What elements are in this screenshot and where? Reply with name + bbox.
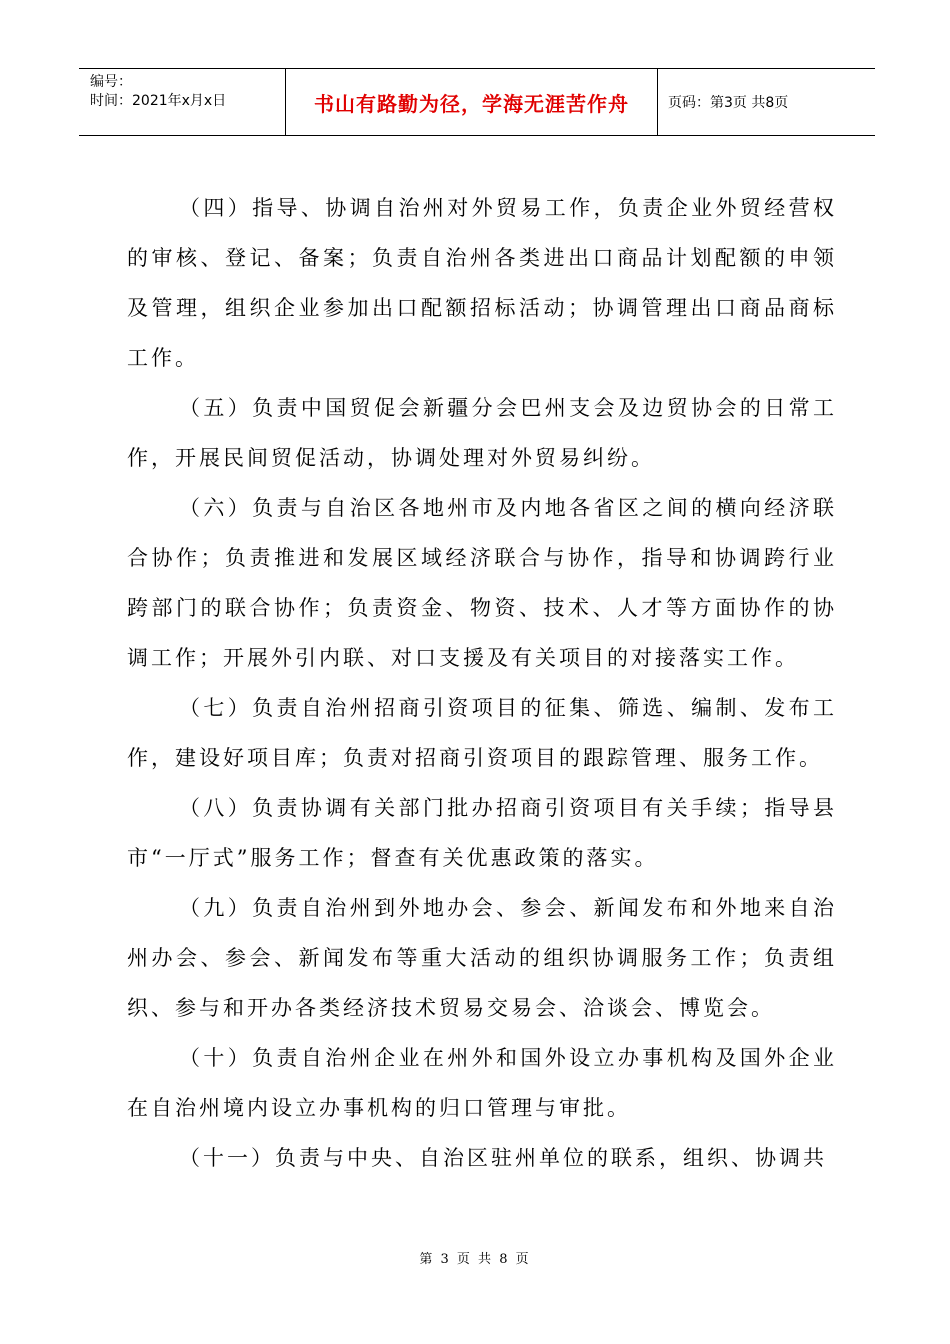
page-header xyxy=(79,68,875,136)
paragraph-8: （八）负责协调有关部门批办招商引资项目有关手续；指导县市“一厅式”服务工作；督查有关优惠政策的落实。 xyxy=(127,796,837,870)
header-page-info: 页码：第3页 共8页 xyxy=(668,95,789,111)
paragraph-10: （十）负责自治州企业在州外和国外设立办事机构及国外企业在自治州境内设立办事机构的归口管理与审批。 xyxy=(127,1046,837,1120)
paragraph-5: （五）负责中国贸促会新疆分会巴州支会及边贸协会的日常工作，开展民间贸促活动，协调处理对外贸易纠纷。 xyxy=(127,396,837,470)
page-footer: 第 3 页 共 8 页 xyxy=(419,1252,531,1267)
paragraph-6: （六）负责与自治区各地州市及内地各省区之间的横向经济联合协作；负责推进和发展区域经济联合与协作，指导和协调跨行业跨部门的联合协作；负责资金、物资、技术、人才等方面协作的协调工作；开展外引内联、对口支援及有关项目的对接落实工作。 xyxy=(127,496,837,670)
number-label: 编号： xyxy=(90,74,132,90)
paragraph-11: （十一）负责与中央、自治区驻州单位的联系，组织、协调共 xyxy=(179,1146,827,1170)
header-motto: 书山有路勤为径，学海无涯苦作舟 xyxy=(286,69,658,135)
header-meta xyxy=(79,69,286,135)
time-label: 时间：2021年x月x日 xyxy=(90,93,227,109)
document-body xyxy=(127,183,837,1183)
paragraph-9: （九）负责自治州到外地办会、参会、新闻发布和外地来自治州办会、参会、新闻发布等重大活动的组织协调服务工作；负责组织、参与和开办各类经济技术贸易交易会、洽谈会、博览会。 xyxy=(127,896,837,1020)
paragraph-4: （四）指导、协调自治州对外贸易工作，负责企业外贸经营权的审核、登记、备案；负责自治州各类进出口商品计划配额的申领及管理，组织企业参加出口配额招标活动；协调管理出口商品商标工作。 xyxy=(127,196,837,370)
paragraph-7: （七）负责自治州招商引资项目的征集、筛选、编制、发布工作，建设好项目库；负责对招商引资项目的跟踪管理、服务工作。 xyxy=(127,696,837,770)
